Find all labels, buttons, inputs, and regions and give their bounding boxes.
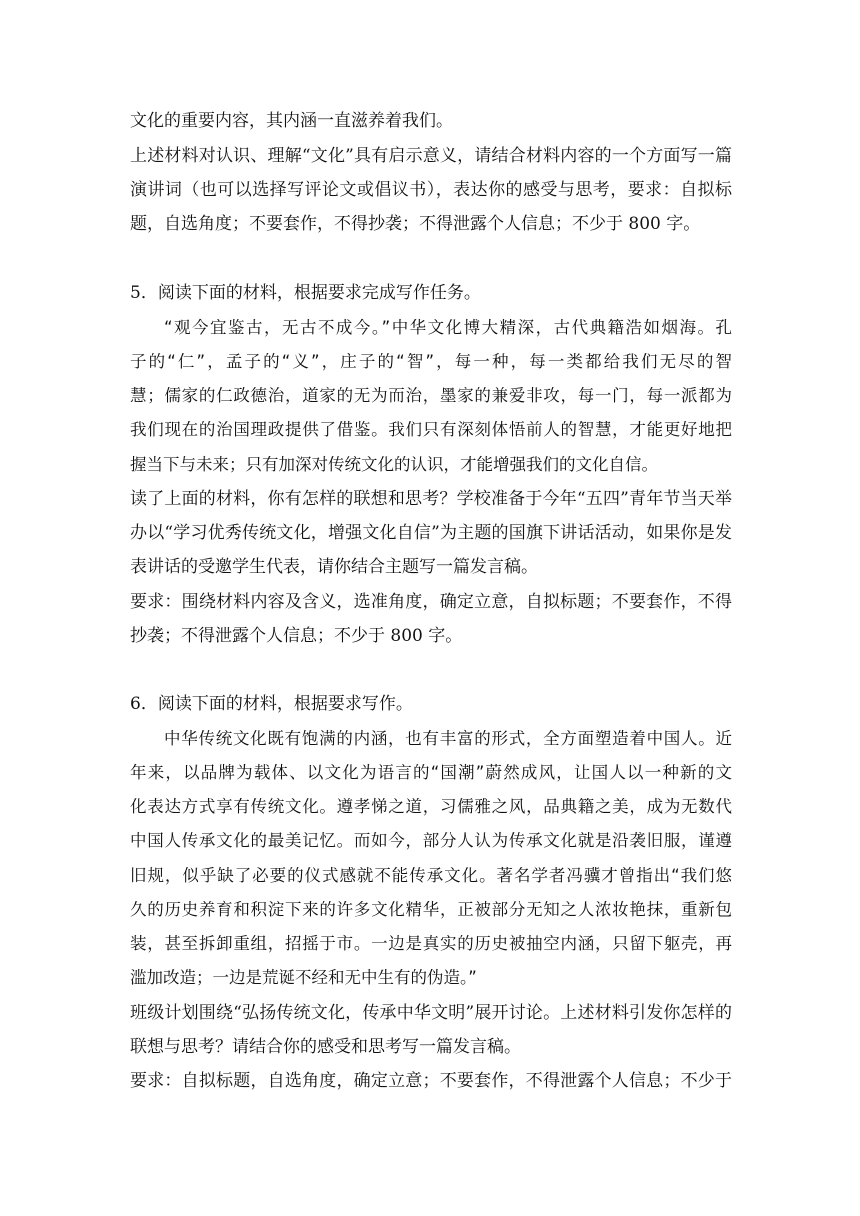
material-line: 握当下与未来；只有加深对传统文化的认识，才能增强我们的文化自信。	[130, 455, 658, 474]
task-line: 办以“学习优秀传统文化，增强文化自信”为主题的国旗下讲话活动，如果你是发	[130, 523, 732, 543]
material-line: 中华传统文化既有饱满的内涵，也有丰富的形式，全方面塑造着中国人。近	[164, 729, 732, 748]
material-line: 年来，以品牌为载体、以文化为语言的“国潮”蔚然成风，让国人以一种新的文	[130, 763, 732, 782]
question-6-heading: 6．阅读下面的材料，根据要求写作。	[130, 694, 413, 714]
task-line: 读了上面的材料，你有怎样的联想和思考？学校准备于今年“五四”青年节当天举	[130, 489, 732, 509]
material-line: 中国人传承文化的最美记忆。而如今，部分人认为传承文化就是沿袭旧服，谨遵	[130, 831, 732, 850]
task-line: 演讲词（也可以选择写评论文或倡议书），表达你的感受与思考，要求：自拟标	[130, 180, 732, 200]
material-line: 我们现在的治国理政提供了借鉴。我们只有深刻体悟前人的智慧，才能更好地把	[130, 420, 732, 439]
material-line: 装，甚至拆卸重组，招摇于市。一边是真实的历史被抽空内涵，只留下躯壳，再	[130, 934, 732, 953]
material-line: 化表达方式享有传统文化。遵孝悌之道，习儒雅之风，品典籍之美，成为无数代	[130, 797, 732, 816]
requirement-line: 要求：自拟标题，自选角度，确定立意；不要套作，不得泄露个人信息；不少于	[130, 1071, 732, 1091]
material-line: 子的“仁”，孟子的“义”，庄子的“智”，每一种，每一类都给我们无尽的智	[130, 352, 732, 371]
material-line: 慧；儒家的仁政德治，道家的无为而治，墨家的兼爱非攻，每一门，每一派都为	[130, 386, 732, 405]
material-line: 滥加改造；一边是荒诞不经和无中生有的伪造。”	[130, 968, 477, 987]
material-line: 旧规，似乎缺了必要的仪式感就不能传承文化。著名学者冯骥才曾指出“我们悠	[130, 866, 732, 885]
task-line: 联想与思考？请结合你的感受和思考写一篇发言稿。	[130, 1037, 521, 1057]
requirement-line: 要求：围绕材料内容及含义，选准角度，确定立意，自拟标题；不要套作，不得	[130, 592, 732, 612]
task-line: 题，自选角度；不要套作，不得抄袭；不得泄露个人信息；不少于 800 字。	[130, 214, 701, 234]
requirement-line: 抄袭；不得泄露个人信息；不少于 800 字。	[130, 626, 463, 646]
task-line: 表讲话的受邀学生代表，请你结合主题写一篇发言稿。	[130, 557, 538, 577]
material-line: 久的历史养育和积淀下来的许多文化精华，正被部分无知之人浓妆艳抹，重新包	[130, 900, 732, 919]
task-line: 上述材料对认识、理解“文化”具有启示意义，请结合材料内容的一个方面写一篇	[130, 146, 732, 166]
paragraph-line: 文化的重要内容，其内涵一直滋养着我们。	[130, 111, 453, 131]
material-line: “观今宜鉴古，无古不成今。”中华文化博大精深，古代典籍浩如烟海。孔	[164, 318, 732, 337]
task-line: 班级计划围绕“弘扬传统文化，传承中华文明”展开讨论。上述材料引发你怎样的	[130, 1003, 732, 1023]
question-5-heading: 5．阅读下面的材料，根据要求完成写作任务。	[130, 283, 481, 303]
